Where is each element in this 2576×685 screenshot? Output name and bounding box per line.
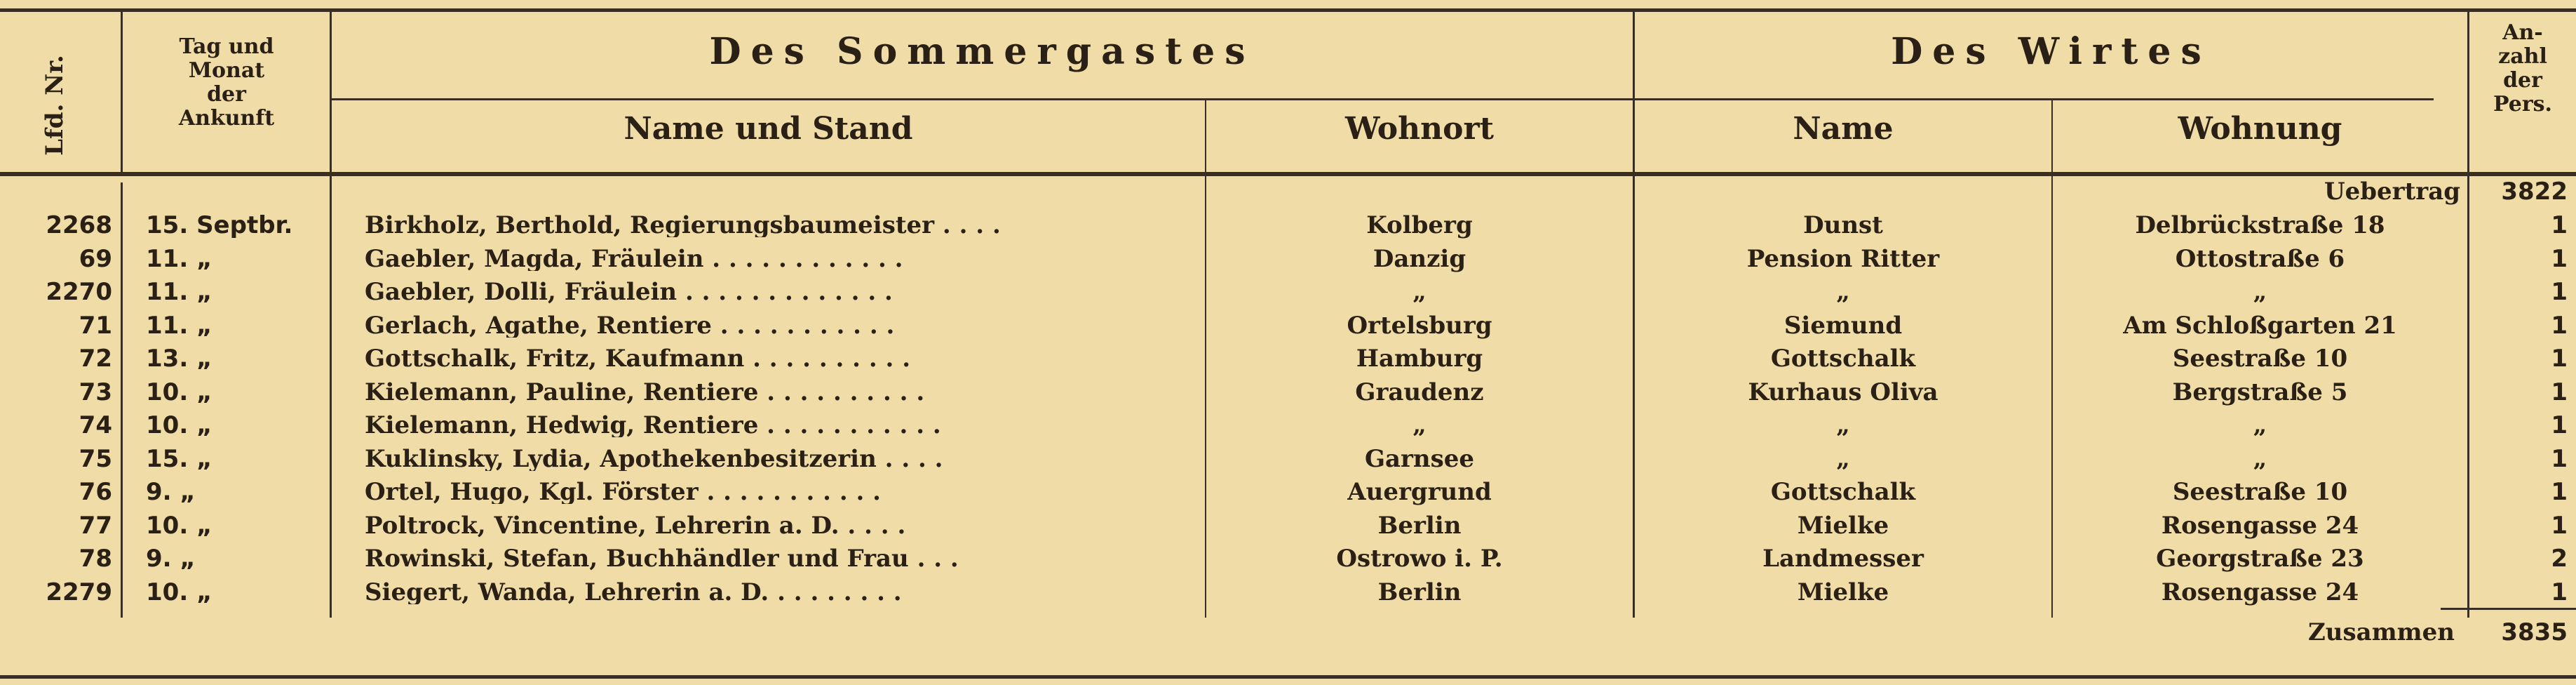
row-nr: 74 bbox=[79, 411, 112, 439]
table-row bbox=[0, 244, 2576, 274]
header-bottom-rule bbox=[0, 172, 2576, 176]
row-guest: Gerlach, Agathe, Rentiere . . . . . . . . . . . bbox=[365, 313, 895, 338]
row-host: Gottschalk bbox=[1770, 478, 1916, 506]
row-address: Delbrückstraße 18 bbox=[2135, 211, 2385, 239]
row-host: „ bbox=[1836, 444, 1850, 473]
row-address: „ bbox=[2253, 278, 2267, 306]
row-address: Seestraße 10 bbox=[2172, 478, 2348, 506]
table-row bbox=[0, 378, 2576, 407]
row-guest: Siegert, Wanda, Lehrerin a. D. . . . . . . . . bbox=[365, 580, 902, 604]
row-nr: 76 bbox=[79, 478, 112, 506]
row-day: 10. „ bbox=[146, 511, 213, 540]
row-count: 1 bbox=[2551, 378, 2568, 406]
col-header-count-line1: An- bbox=[2502, 20, 2543, 45]
row-place: Garnsee bbox=[1364, 444, 1475, 473]
row-day: 11. „ bbox=[146, 244, 213, 273]
row-guest: Kuklinsky, Lydia, Apothekenbesitzerin . . . . bbox=[365, 446, 943, 471]
table-row bbox=[0, 411, 2576, 440]
row-day: 11. „ bbox=[146, 278, 213, 306]
guest-group-header: Des Sommergastes bbox=[709, 30, 1255, 73]
table-row bbox=[0, 544, 2576, 573]
row-place: Berlin bbox=[1377, 578, 1462, 606]
row-day: 9. „ bbox=[146, 478, 196, 506]
col-header-date-line3: der bbox=[207, 82, 246, 107]
col-header-date-line1: Tag und bbox=[179, 34, 274, 59]
row-host: Mielke bbox=[1797, 578, 1889, 606]
row-count: 1 bbox=[2551, 244, 2568, 273]
row-day: 9. „ bbox=[146, 545, 196, 573]
row-host: Siemund bbox=[1783, 311, 1903, 340]
row-address: Rosengasse 24 bbox=[2161, 578, 2359, 606]
host-address-header: Wohnung bbox=[2178, 111, 2342, 147]
host-group-header: Des Wirtes bbox=[1891, 30, 2211, 73]
row-guest: Gaebler, Magda, Fräulein . . . . . . . . . . . . bbox=[365, 246, 903, 271]
table-row bbox=[0, 477, 2576, 507]
row-count: 1 bbox=[2551, 211, 2568, 239]
row-guest: Ortel, Hugo, Kgl. Förster . . . . . . . . . . . bbox=[365, 480, 882, 504]
row-nr: 2270 bbox=[46, 278, 112, 306]
row-count: 1 bbox=[2551, 444, 2568, 473]
row-guest: Gaebler, Dolli, Fräulein . . . . . . . . . . . . . bbox=[365, 280, 893, 304]
bottom-border bbox=[0, 675, 2576, 679]
row-host: Gottschalk bbox=[1770, 345, 1916, 373]
total-value: 3835 bbox=[2501, 618, 2568, 646]
row-day: 13. „ bbox=[146, 345, 213, 373]
row-count: 1 bbox=[2551, 511, 2568, 540]
row-nr: 73 bbox=[79, 378, 112, 406]
row-count: 1 bbox=[2551, 278, 2568, 306]
row-place: Ortelsburg bbox=[1347, 311, 1492, 340]
row-address: „ bbox=[2253, 444, 2267, 473]
row-guest: Rowinski, Stefan, Buchhändler und Frau . . . bbox=[365, 547, 959, 571]
row-host: Dunst bbox=[1803, 211, 1883, 239]
row-address: Am Schloßgarten 21 bbox=[2123, 311, 2397, 340]
row-address: Rosengasse 24 bbox=[2161, 511, 2359, 540]
row-count: 1 bbox=[2551, 478, 2568, 506]
row-nr: 2279 bbox=[46, 578, 112, 606]
row-place: Danzig bbox=[1373, 244, 1466, 273]
col-header-date-line2: Monat bbox=[188, 58, 265, 83]
row-address: Ottostraße 6 bbox=[2175, 244, 2345, 273]
table-row bbox=[0, 211, 2576, 240]
row-count: 1 bbox=[2551, 578, 2568, 606]
row-guest: Birkholz, Berthold, Regierungsbaumeister . . . . bbox=[365, 213, 1001, 237]
guest-place-header: Wohnort bbox=[1344, 111, 1494, 147]
row-day: 10. „ bbox=[146, 578, 213, 606]
col-sep-1 bbox=[121, 8, 123, 172]
row-address: „ bbox=[2253, 411, 2267, 439]
carry-over-value: 3822 bbox=[2501, 178, 2568, 206]
row-guest: Kielemann, Hedwig, Rentiere . . . . . . . . . . . bbox=[365, 413, 941, 437]
row-count: 2 bbox=[2551, 545, 2568, 573]
table-row bbox=[0, 511, 2576, 540]
row-host: „ bbox=[1836, 411, 1850, 439]
total-rule bbox=[2441, 608, 2576, 610]
col-header-date bbox=[125, 35, 328, 131]
row-guest: Kielemann, Pauline, Rentiere . . . . . . . . . . bbox=[365, 380, 925, 404]
row-host: Pension Ritter bbox=[1746, 244, 1940, 273]
col-header-count-line2: zahl bbox=[2498, 44, 2547, 69]
row-place: Berlin bbox=[1377, 511, 1462, 540]
row-day: 10. „ bbox=[146, 378, 213, 406]
col-header-nr: Lfd. Nr. bbox=[41, 55, 69, 156]
row-host: Kurhaus Oliva bbox=[1748, 378, 1938, 406]
total-label: Zusammen bbox=[2307, 618, 2455, 646]
row-count: 1 bbox=[2551, 411, 2568, 439]
row-place: Graudenz bbox=[1355, 378, 1484, 406]
row-day: 10. „ bbox=[146, 411, 213, 439]
row-address: Georgstraße 23 bbox=[2156, 545, 2364, 573]
row-day: 15. „ bbox=[146, 444, 213, 473]
col-header-count-line4: Pers. bbox=[2493, 92, 2552, 117]
row-host: Mielke bbox=[1797, 511, 1889, 540]
row-place: Auergrund bbox=[1347, 478, 1492, 506]
row-place: Ostrowo i. P. bbox=[1336, 545, 1503, 573]
table-row bbox=[0, 578, 2576, 607]
header-divider bbox=[330, 98, 2434, 100]
row-guest: Poltrock, Vincentine, Lehrerin a. D. . . . . bbox=[365, 513, 906, 538]
row-nr: 77 bbox=[79, 511, 112, 540]
row-nr: 72 bbox=[79, 345, 112, 373]
row-count: 1 bbox=[2551, 345, 2568, 373]
row-day: 11. „ bbox=[146, 311, 213, 340]
row-address: Seestraße 10 bbox=[2172, 345, 2348, 373]
table-row bbox=[0, 344, 2576, 373]
row-place: „ bbox=[1412, 411, 1427, 439]
guest-name-header: Name und Stand bbox=[623, 111, 913, 147]
col-header-count bbox=[2469, 21, 2576, 117]
row-nr: 2268 bbox=[46, 211, 112, 239]
col-header-date-line4: Ankunft bbox=[178, 106, 275, 131]
top-border bbox=[0, 8, 2576, 12]
col-header-count-line3: der bbox=[2503, 68, 2542, 93]
row-place: Kolberg bbox=[1366, 211, 1473, 239]
row-nr: 71 bbox=[79, 311, 112, 340]
table-row bbox=[0, 311, 2576, 340]
row-count: 1 bbox=[2551, 311, 2568, 340]
row-place: „ bbox=[1412, 278, 1427, 306]
row-host: „ bbox=[1836, 278, 1850, 306]
host-name-header: Name bbox=[1793, 111, 1894, 147]
row-host: Landmesser bbox=[1762, 545, 1924, 573]
row-day: 15. Septbr. bbox=[146, 211, 293, 239]
row-address: Bergstraße 5 bbox=[2172, 378, 2348, 406]
row-nr: 78 bbox=[79, 545, 112, 573]
carry-over-label: Uebertrag bbox=[2324, 178, 2460, 206]
row-nr: 75 bbox=[79, 444, 112, 473]
row-place: Hamburg bbox=[1356, 345, 1483, 373]
row-guest: Gottschalk, Fritz, Kaufmann . . . . . . . . . . bbox=[365, 347, 911, 371]
table-row bbox=[0, 444, 2576, 474]
row-nr: 69 bbox=[79, 244, 112, 273]
table-row bbox=[0, 277, 2576, 307]
